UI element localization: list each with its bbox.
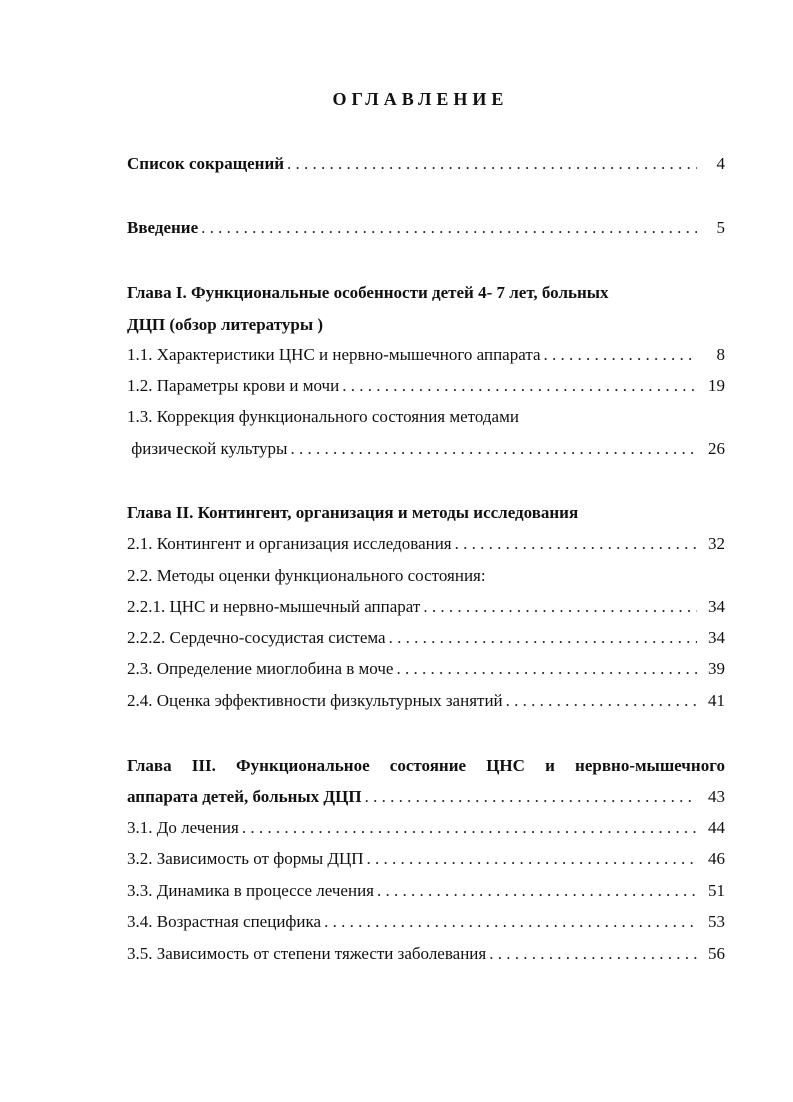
leader-dots xyxy=(287,437,697,461)
toc-page-number: 32 xyxy=(708,534,725,553)
toc-entry-3-1[interactable] xyxy=(127,816,725,840)
leader-dots xyxy=(486,942,697,966)
page-title: ОГЛАВЛЕНИЕ xyxy=(332,89,509,109)
leader-dots xyxy=(386,626,697,650)
leader-dots xyxy=(393,657,697,681)
toc-page-number: 44 xyxy=(708,818,725,837)
toc-entry-label: аппарата детей, больных ДЦП xyxy=(127,787,362,806)
toc-page-number: 51 xyxy=(708,881,725,900)
toc-entry-3-3[interactable] xyxy=(127,879,725,903)
toc-entry-label: 2.2.2. Сердечно-сосудистая система xyxy=(127,628,386,647)
toc-entry-1-3-line-1[interactable]: 1.3. Коррекция функционального состояния методами xyxy=(127,407,519,426)
toc-entry-2-2[interactable]: 2.2. Методы оценки функционального состояния: xyxy=(127,566,486,585)
toc-page-number: 56 xyxy=(708,944,725,963)
leader-dots xyxy=(284,152,697,176)
toc-entry-label: 3.1. До лечения xyxy=(127,818,239,837)
toc-page-number: 39 xyxy=(708,659,725,678)
toc-page-number: 43 xyxy=(708,787,725,806)
chapter-1-heading-line-1[interactable]: Глава I. Функциональные особенности детей 4- 7 лет, больных xyxy=(127,283,609,302)
toc-entry-3-4[interactable] xyxy=(127,910,725,934)
leader-dots xyxy=(503,689,697,713)
leader-dots xyxy=(362,785,697,809)
toc-entry-1-3-line-2[interactable] xyxy=(127,437,725,461)
leader-dots xyxy=(198,216,697,240)
toc-page-number: 19 xyxy=(708,376,725,395)
toc-entry-label: 3.5. Зависимость от степени тяжести заболевания xyxy=(127,944,487,963)
leader-dots xyxy=(452,532,697,556)
toc-entry-label: 2.4. Оценка эффективности физкультурных занятий xyxy=(127,691,503,710)
toc-entry-3-2[interactable] xyxy=(127,847,725,871)
toc-page-number: 34 xyxy=(708,628,725,647)
toc-entry-1-2[interactable] xyxy=(127,374,725,398)
toc-page-number: 46 xyxy=(708,849,725,868)
chapter-2-heading[interactable]: Глава II. Контингент, организация и методы исследования xyxy=(127,503,579,522)
toc-entry-label: Список сокращений xyxy=(127,154,285,173)
toc-entry-abbreviations[interactable] xyxy=(127,152,725,176)
leader-dots xyxy=(339,374,697,398)
toc-entry-2-3[interactable] xyxy=(127,657,725,681)
toc-page-number: 41 xyxy=(708,691,725,710)
chapter-1-heading-line-2[interactable]: ДЦП (обзор литературы ) xyxy=(127,315,323,334)
toc-entry-3-5[interactable] xyxy=(127,942,725,966)
toc-entry-2-2-2[interactable] xyxy=(127,626,725,650)
toc-entry-label: Введение xyxy=(127,218,199,237)
chapter-3-heading-line-1[interactable]: Глава III. Функциональное состояние ЦНС и нервно-мышечного xyxy=(127,756,725,775)
toc-entry-label: 2.1. Контингент и организация исследования xyxy=(127,534,452,553)
toc-entry-label: 1.2. Параметры крови и мочи xyxy=(127,376,340,395)
leader-dots xyxy=(239,816,697,840)
toc-entry-label: физической культуры xyxy=(127,439,288,458)
chapter-3-heading-line-2[interactable] xyxy=(127,785,725,809)
leader-dots xyxy=(321,910,697,934)
toc-entry-label: 2.2.1. ЦНС и нервно-мышечный аппарат xyxy=(127,597,421,616)
toc-page-number: 4 xyxy=(716,154,725,173)
toc-entry-2-4[interactable] xyxy=(127,689,725,713)
toc-entry-introduction[interactable] xyxy=(127,216,725,240)
leader-dots xyxy=(364,847,697,871)
toc-page-number: 53 xyxy=(708,912,725,931)
toc-entry-2-1[interactable] xyxy=(127,532,725,556)
toc-entry-label: 3.3. Динамика в процессе лечения xyxy=(127,881,374,900)
toc-entry-label: 3.4. Возрастная специфика xyxy=(127,912,322,931)
toc-page-number: 26 xyxy=(708,439,725,458)
toc-page-number: 5 xyxy=(716,218,725,237)
toc-entry-label: 3.2. Зависимость от формы ДЦП xyxy=(127,849,364,868)
leader-dots xyxy=(420,595,697,619)
toc-page-number: 34 xyxy=(708,597,725,616)
toc-page-number: 8 xyxy=(716,345,725,364)
toc-entry-label: 2.3. Определение миоглобина в моче xyxy=(127,659,394,678)
leader-dots xyxy=(541,343,697,367)
toc-entry-2-2-1[interactable] xyxy=(127,595,725,619)
toc-entry-label: 1.1. Характеристики ЦНС и нервно-мышечного аппарата xyxy=(127,345,541,364)
toc-entry-1-1[interactable] xyxy=(127,343,725,367)
leader-dots xyxy=(374,879,697,903)
